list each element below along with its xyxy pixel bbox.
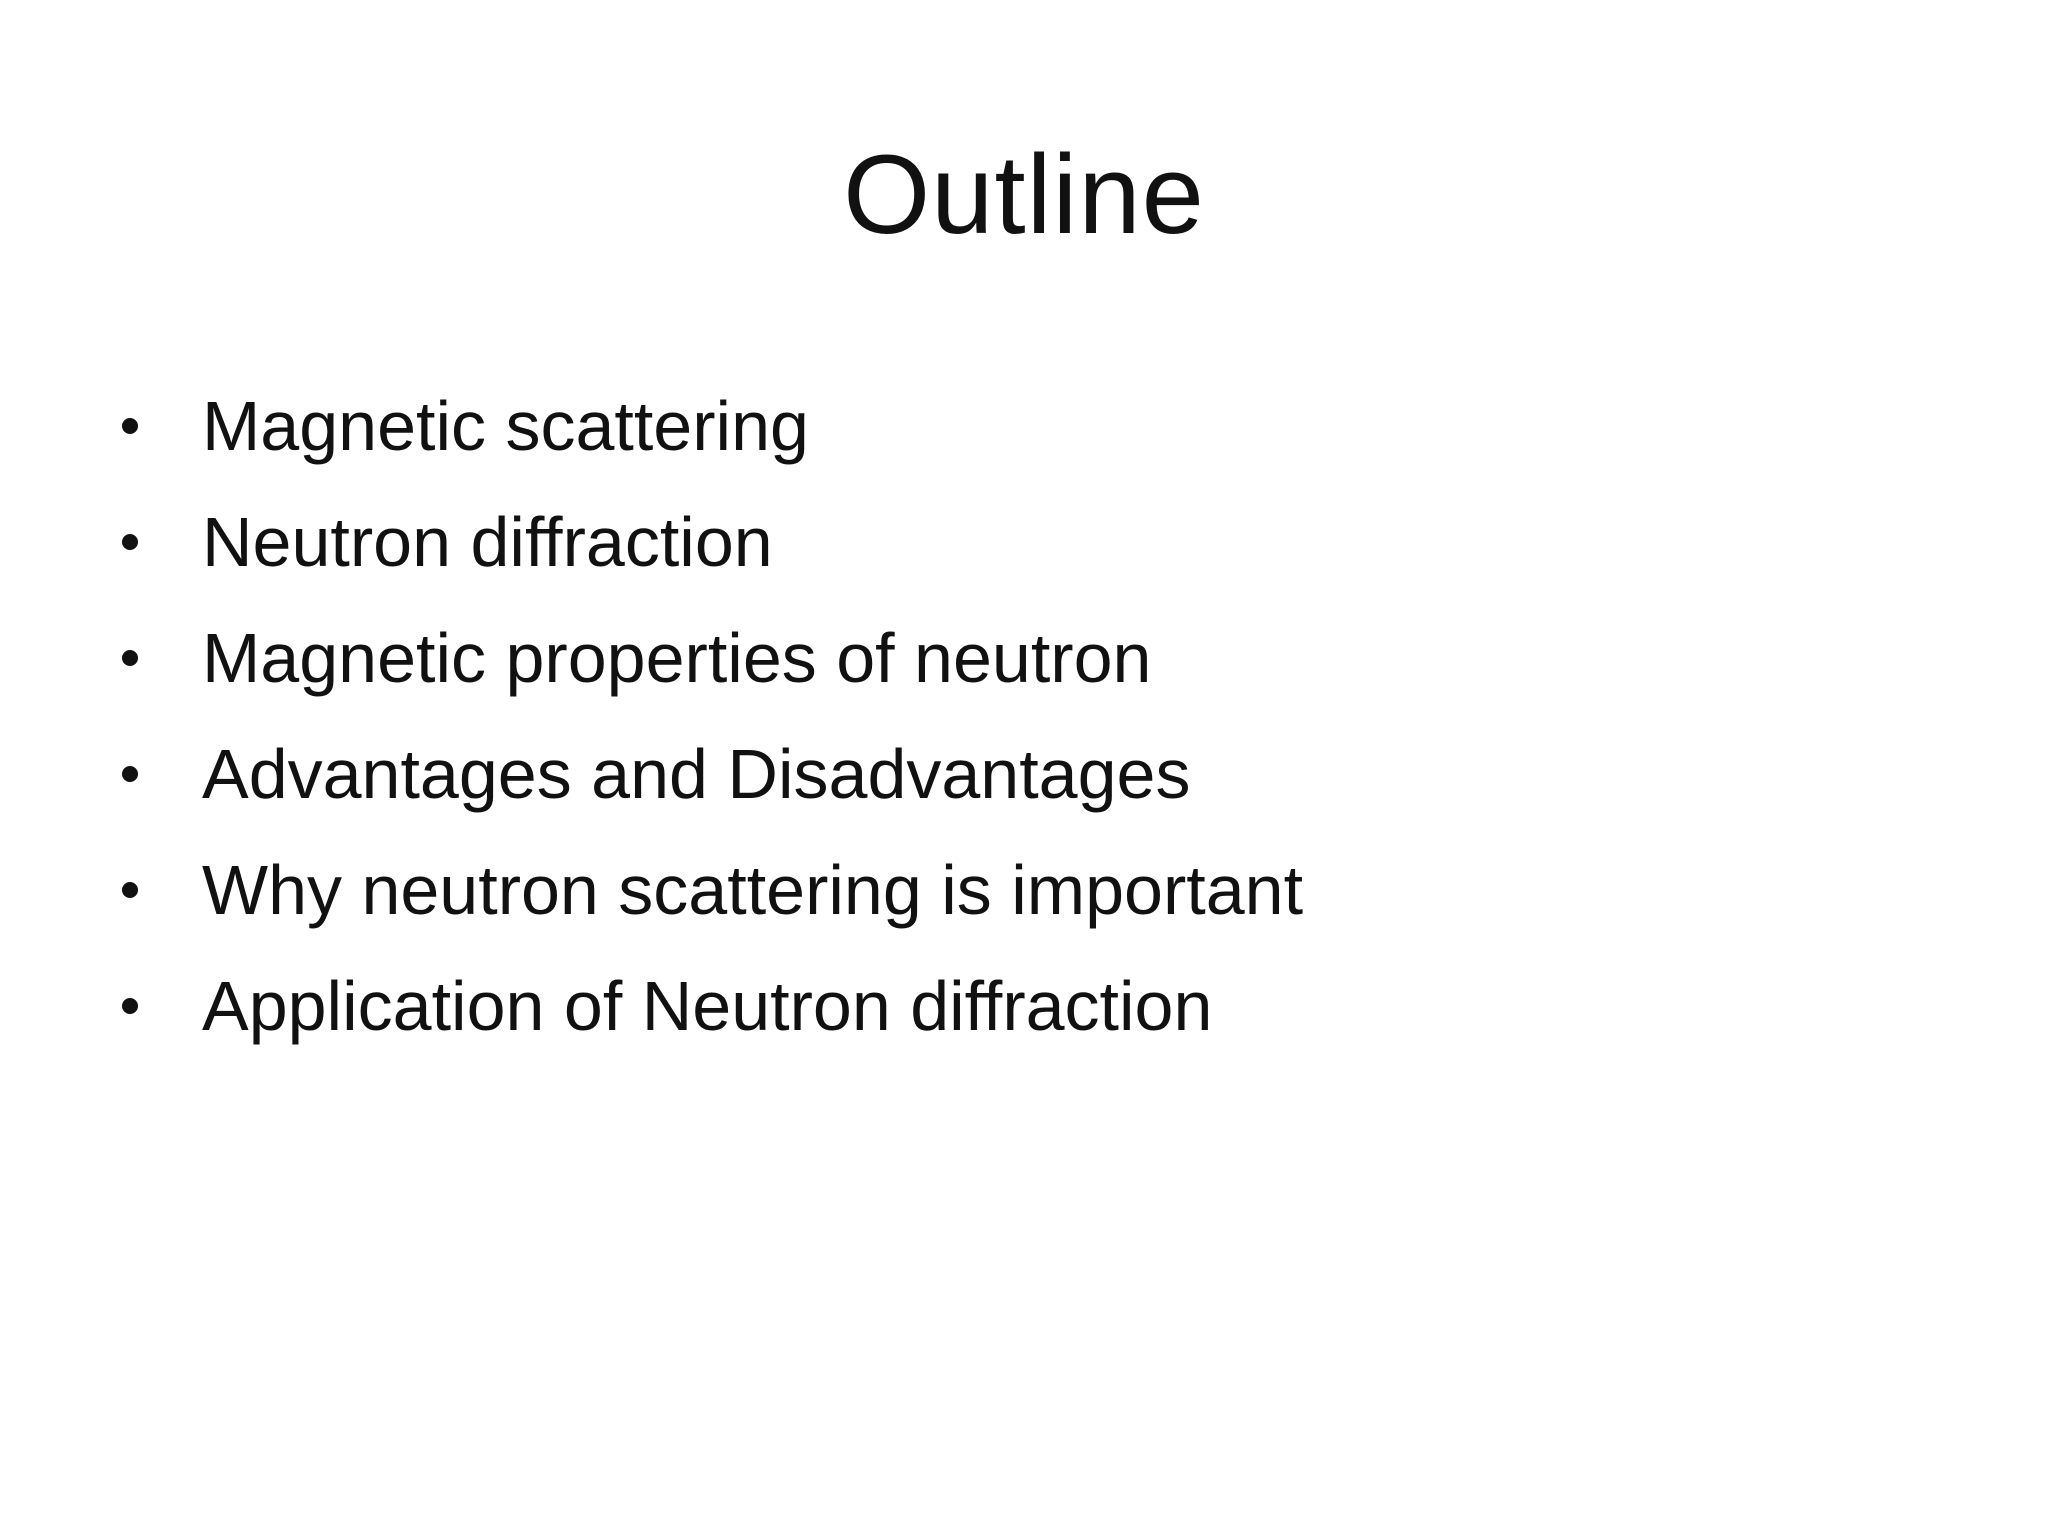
bullet-icon — [122, 998, 138, 1014]
bullet-text: Magnetic properties of neutron — [202, 619, 1152, 697]
bullet-text: Why neutron scattering is important — [202, 851, 1304, 929]
bullet-item — [122, 484, 1303, 600]
bullet-text: Magnetic scattering — [202, 387, 809, 465]
bullet-text: Application of Neutron diffraction — [202, 967, 1213, 1045]
bullet-item — [122, 832, 1303, 948]
bullet-icon — [122, 882, 138, 898]
bullet-text: Advantages and Disadvantages — [202, 735, 1191, 813]
bullet-icon — [122, 418, 138, 434]
bullet-icon — [122, 650, 138, 666]
bullet-text: Neutron diffraction — [202, 503, 773, 581]
bullet-icon — [122, 534, 138, 550]
bullet-icon — [122, 766, 138, 782]
bullet-item — [122, 368, 1303, 484]
slide-title: Outline — [843, 132, 1205, 257]
bullet-item — [122, 716, 1303, 832]
bullet-item — [122, 948, 1303, 1064]
bullet-list — [122, 368, 1303, 1064]
bullet-item — [122, 600, 1303, 716]
